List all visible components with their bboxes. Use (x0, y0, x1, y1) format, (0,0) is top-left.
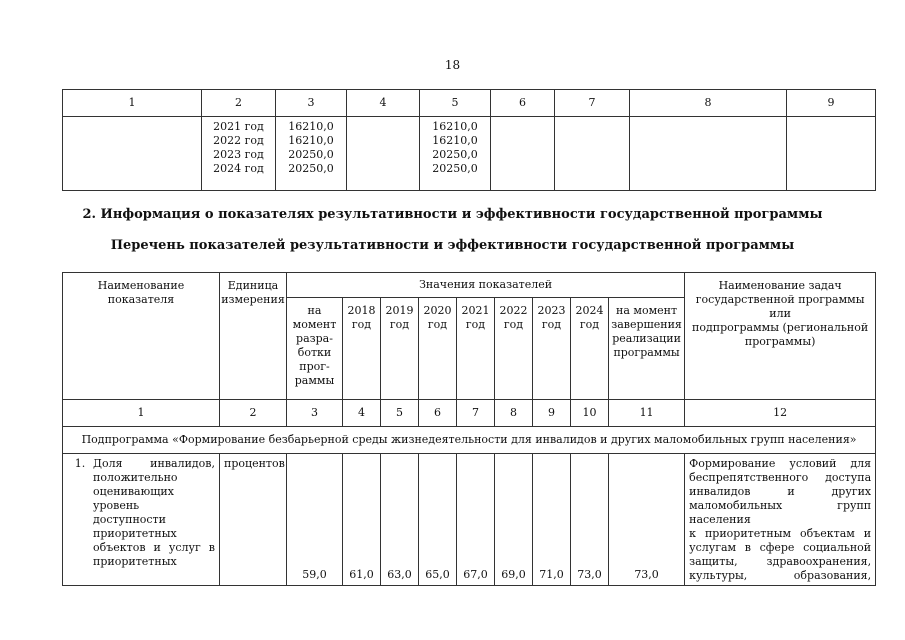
header-year: 2022 год (495, 298, 533, 400)
header-values: Значения показателей (287, 273, 685, 298)
amount-cell: 16210,0 16210,0 20250,0 20250,0 (276, 117, 347, 191)
column-number: 2 (202, 90, 276, 117)
header-year: 2021 год (457, 298, 495, 400)
header-completion: на момент завершения реализации программы (609, 298, 685, 400)
value-cell: 59,0 (287, 454, 343, 586)
indicator-cell (63, 454, 220, 586)
header-indicator: Наименование показателя (63, 273, 220, 400)
column-number-row (63, 400, 876, 427)
table-row (63, 454, 876, 586)
value-cell: 67,0 (457, 454, 495, 586)
cell-empty (787, 117, 876, 191)
header-unit: Единица измерения (220, 273, 287, 400)
column-number: 4 (347, 90, 420, 117)
cell-empty (491, 117, 555, 191)
header-dev-moment: на момент разра- ботки прог- раммы (287, 298, 343, 400)
column-number: 9 (787, 90, 876, 117)
financing-table-continuation (62, 89, 876, 191)
table-row (63, 117, 876, 191)
column-number-row (63, 90, 876, 117)
column-number: 1 (63, 400, 220, 427)
unit-cell: процентов (220, 454, 287, 586)
column-number: 7 (555, 90, 630, 117)
column-number: 11 (609, 400, 685, 427)
value-cell: 71,0 (533, 454, 571, 586)
page-number: 18 (444, 58, 461, 72)
value-cell: 61,0 (343, 454, 381, 586)
value-cell: 73,0 (571, 454, 609, 586)
subprogram-title: Подпрограмма «Формирование безбарьерной среды жизнедеятельности для инвалидов и других маломобильных групп населения» (63, 427, 876, 454)
header-year: 2019 год (381, 298, 419, 400)
section-heading: 2. Информация о показателях результативности и эффективности государственной программы (82, 207, 823, 222)
header-row (63, 273, 876, 298)
header-year: 2023 год (533, 298, 571, 400)
column-number: 10 (571, 400, 609, 427)
header-year: 2020 год (419, 298, 457, 400)
cell-empty (347, 117, 420, 191)
column-number: 5 (381, 400, 419, 427)
cell-empty (63, 117, 202, 191)
column-number: 6 (419, 400, 457, 427)
table-title: Перечень показателей результативности и эффективности государственной программы (110, 238, 795, 253)
indicators-table (62, 272, 876, 586)
task-description: Формирование условий для беспрепятственного доступа инвалидов и других маломобильных групп населения к приоритетным объектам и услугам в сфере социальной защиты, здравоохранения, культуры, образования, (689, 457, 872, 582)
indicator-name: Доля инвалидов, положительно оценивающих уровень доступности приоритетных объектов и услуг в приоритетных (93, 457, 215, 568)
column-number: 7 (457, 400, 495, 427)
column-number: 5 (420, 90, 491, 117)
column-number: 1 (63, 90, 202, 117)
column-number: 8 (630, 90, 787, 117)
subprogram-row (63, 427, 876, 454)
amount-cell: 16210,0 16210,0 20250,0 20250,0 (420, 117, 491, 191)
column-number: 8 (495, 400, 533, 427)
value-cell: 63,0 (381, 454, 419, 586)
value-cell: 73,0 (609, 454, 685, 586)
column-number: 3 (287, 400, 343, 427)
column-number: 9 (533, 400, 571, 427)
value-cell: 65,0 (419, 454, 457, 586)
column-number: 4 (343, 400, 381, 427)
row-index: 1. (74, 457, 86, 470)
task-cell (685, 454, 876, 586)
column-number: 2 (220, 400, 287, 427)
header-year: 2018 год (343, 298, 381, 400)
column-number: 6 (491, 90, 555, 117)
column-number: 12 (685, 400, 876, 427)
header-tasks: Наименование задач государственной программы или подпрограммы (региональной программы) (685, 273, 876, 400)
header-year: 2024 год (571, 298, 609, 400)
years-cell: 2021 год 2022 год 2023 год 2024 год (202, 117, 276, 191)
cell-empty (555, 117, 630, 191)
column-number: 3 (276, 90, 347, 117)
value-cell: 69,0 (495, 454, 533, 586)
cell-empty (630, 117, 787, 191)
